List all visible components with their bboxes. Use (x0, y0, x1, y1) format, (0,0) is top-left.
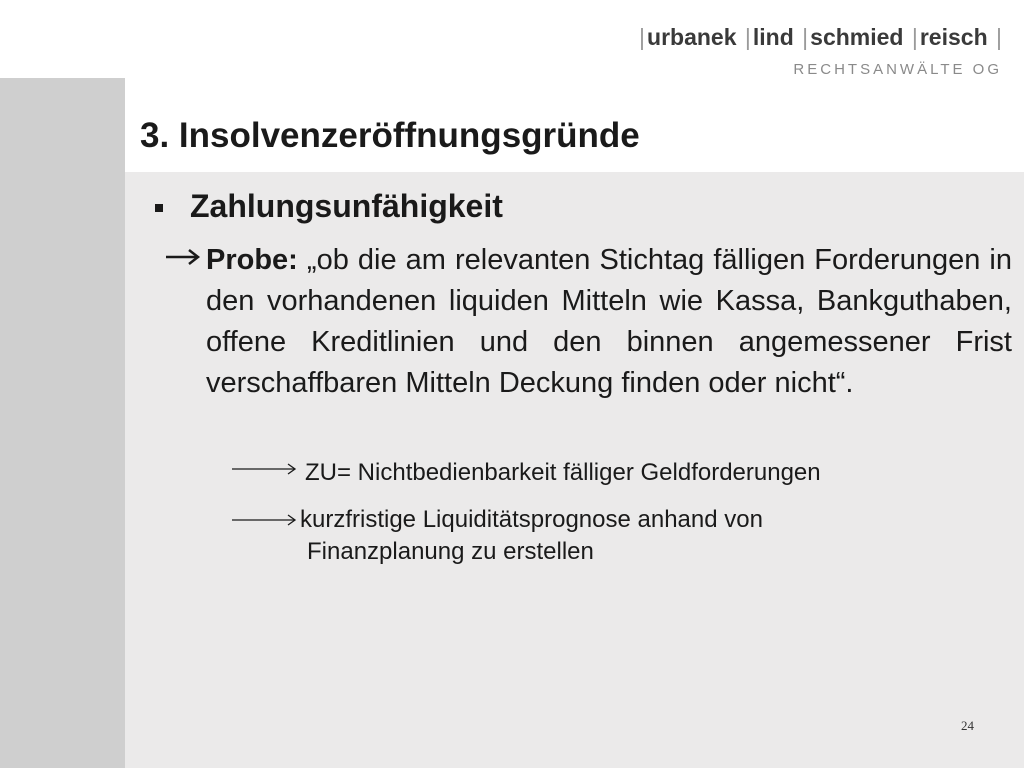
firm-logo (637, 24, 1004, 51)
logo-separator: | (911, 24, 918, 50)
logo-separator: | (996, 24, 1002, 50)
sub-point-1: ZU= Nichtbedienbarkeit fälliger Geldforderungen (305, 459, 821, 486)
bullet-text: Zahlungsunfähigkeit (190, 188, 503, 224)
sub-point-2-line-2: Finanzplanung zu erstellen (307, 538, 594, 565)
logo-name-2: lind (752, 24, 794, 50)
logo-separator: | (802, 24, 809, 50)
probe-label: Probe: (206, 244, 298, 276)
left-sidebar-band (0, 78, 125, 768)
logo-name-1: urbanek (647, 24, 737, 50)
arrow-right-icon (232, 462, 298, 476)
slide-title: 3. Insolvenzeröffnungsgründe (140, 116, 640, 155)
sub-point-2 (300, 504, 900, 568)
logo-separator: | (639, 24, 646, 50)
sub-point-2-line-1: kurzfristige Liquiditätsprognose anhand von (300, 506, 763, 533)
page-number: 24 (961, 718, 974, 733)
firm-subtitle: RECHTSANWÄLTE OG (793, 61, 1002, 78)
probe-text: „ob die am relevanten Stichtag fälligen Forderungen in den vorhandenen liquiden Mitteln wie Kassa, Bankguthaben, offene Kreditlinien und den binnen angemessener Frist verschaffbaren Mitteln Deckung finden oder nicht“. (206, 244, 1012, 399)
square-bullet-icon (155, 204, 163, 212)
probe-paragraph (206, 240, 1012, 404)
logo-separator: | (744, 24, 751, 50)
arrow-right-icon (232, 513, 298, 527)
bullet-point (155, 188, 503, 225)
logo-name-4: reisch (919, 24, 988, 50)
arrow-right-icon (165, 248, 201, 266)
logo-name-3: schmied (810, 24, 904, 50)
